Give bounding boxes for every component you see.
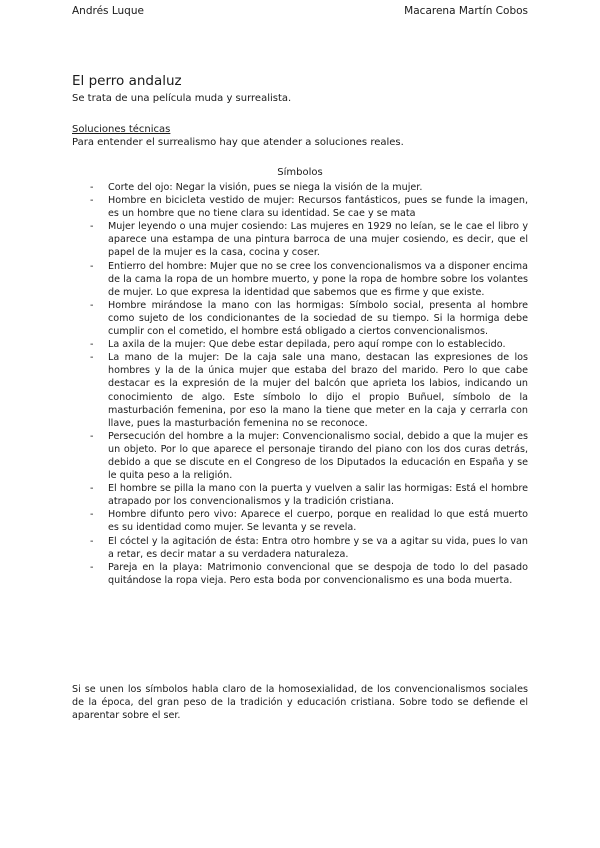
list-item [72, 561, 528, 587]
document-title: El perro andaluz [72, 73, 182, 89]
bullet-dash: - [90, 352, 94, 364]
section-heading: Soluciones técnicas [72, 124, 171, 135]
bullet-dash: - [90, 182, 94, 193]
list-item-text: Hombre en bicicleta vestido de mujer: Recursos fantásticos, pues se funde la imagen, es un hombre que no tiene clara su identidad. Se cae y se mata [108, 195, 528, 220]
list-item-text: Pareja en la playa: Matrimonio convencional que se despoja de todo lo del pasado quitándose la ropa vieja. Pero esta boda por convencionalismo es una boda muerta. [108, 561, 528, 586]
list-item-text: Mujer leyendo o una mujer cosiendo: Las mujeres en 1929 no leían, se le cae el libro y aparece una estampa de una pintura barroca de una mujer cosiendo, es decir, que el papel de la mujer es la casa, cocina y coser. [108, 221, 528, 259]
list-item-text: Corte del ojo: Negar la visión, pues se niega la visión de la mujer. [108, 182, 423, 193]
list-item [72, 482, 528, 508]
list-item [72, 535, 528, 561]
section-text: Para entender el surrealismo hay que atender a soluciones reales. [72, 137, 404, 148]
list-item [72, 181, 528, 194]
bullet-dash: - [90, 221, 94, 233]
document-subtitle: Se trata de una película muda y surrealista. [72, 93, 292, 104]
list-item-text: Persecución del hombre a la mujer: Convencionalismo social, debido a que la mujer es un objeto. Por lo que aparece el personaje tirando del piano con los dos curas detrás, debido a que se discute en el Congreso de los Diputados la educación en España y se le quita peso a la religión. [108, 430, 528, 482]
list-item [72, 351, 528, 430]
bullet-dash: - [90, 483, 94, 495]
list-item [72, 299, 528, 338]
list-item-text: Hombre mirándose la mano con las hormigas: Símbolo social, presenta al hombre como sujeto de los condicionantes de la sociedad de su tiempo. Si la hormiga debe cumplir con el cometido, el hombre está obligado a ciertos convencionalismos. [108, 299, 528, 338]
header-author-left: Andrés Luque [72, 5, 144, 17]
list-item [72, 194, 528, 220]
bullet-dash: - [90, 339, 94, 351]
list-item-text: El hombre se pilla la mano con la puerta y vuelven a salir las hormigas: Está el hombre atrapado por los convencionalismos y la tradición cristiana. [108, 483, 528, 508]
bullet-dash: - [90, 260, 94, 272]
list-item-text: La axila de la mujer: Que debe estar depilada, pero aquí rompe con lo establecido. [108, 339, 506, 351]
bullet-dash: - [90, 430, 94, 442]
bullet-dash: - [90, 299, 94, 311]
header-author-right: Macarena Martín Cobos [404, 5, 528, 17]
list-item-text: Entierro del hombre: Mujer que no se cree los convencionalismos va a disponer encima de la cama la ropa de un hombre muerto, y pone la ropa de hombre sobre los volantes de mujer. Lo que expresa la identidad que sabemos que es firme y que existe. [108, 260, 528, 298]
symbols-list [72, 181, 528, 587]
bullet-dash: - [90, 509, 94, 521]
list-item-text: El cóctel y la agitación de ésta: Entra otro hombre y se va a agitar su vida, pues lo van a retar, es decir matar a su verdadera naturaleza. [108, 535, 528, 560]
list-item [72, 508, 528, 534]
list-item [72, 260, 528, 299]
list-item-text: Hombre difunto pero vivo: Aparece el cuerpo, porque en realidad lo que está muerto es su identidad como mujer. Se levanta y se revela. [108, 509, 528, 534]
list-item [72, 338, 528, 351]
page-header [72, 5, 528, 19]
symbols-title: Símbolos [277, 167, 323, 178]
bullet-dash: - [90, 535, 94, 547]
list-item-text: La mano de la mujer: De la caja sale una mano, destacan las expresiones de los hombres y la de la única mujer que estaba del brazo del marido. Pero lo que cabe destacar es la expresión de la mujer del balcón que aprieta los labios, indicando un conocimiento de algo. Este símbolo lo dijo el propio Buñuel, símbolo de la masturbación femenina, por eso la mano la tiene que meter en la caja y cerrarla con llave, pues la masturbación femenina no se reconoce. [108, 352, 528, 429]
list-item [72, 430, 528, 482]
bullet-dash: - [90, 195, 94, 207]
bullet-dash: - [90, 561, 94, 573]
conclusion-paragraph: Si se unen los símbolos habla claro de la homosexialidad, de los convencionalismos sociales de la época, del gran peso de la tradición y educación cristiana. Sobre todo se defiende el aparentar sobre el ser. [72, 684, 528, 722]
list-item [72, 220, 528, 259]
